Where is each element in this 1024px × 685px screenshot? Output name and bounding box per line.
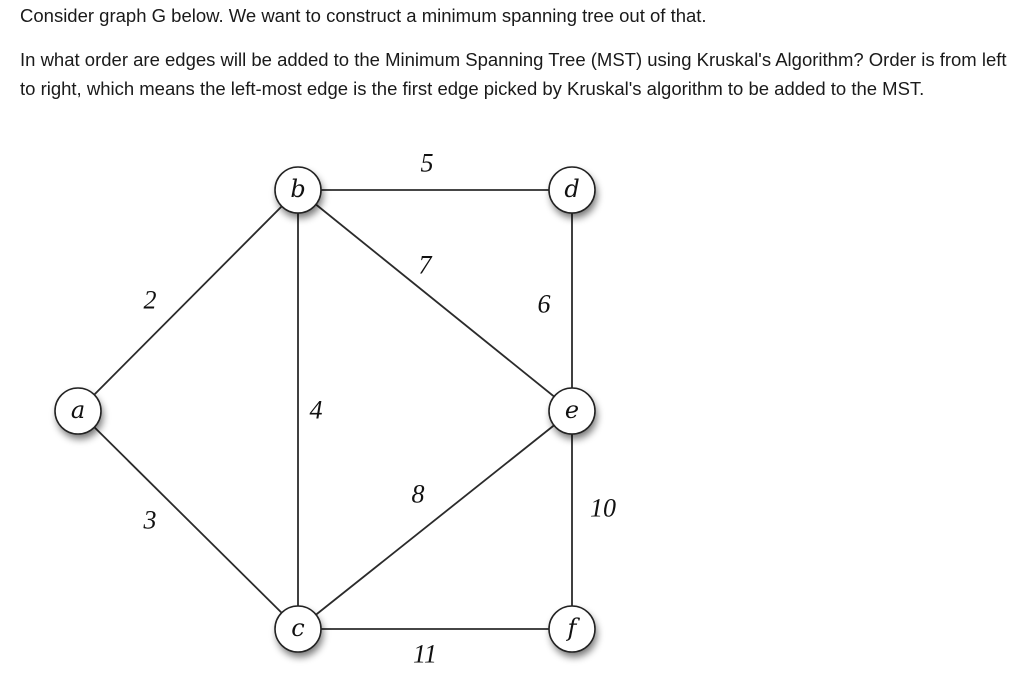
node-c [275, 606, 323, 657]
edge-b-e [298, 190, 572, 411]
edge-weight-b-e: 7 [418, 250, 432, 280]
node-label-a: a [70, 396, 86, 424]
question-main: In what order are edges will be added to the Minimum Spanning Tree (MST) using Kruskal's Algorithm? Order is from left to right, which means the left-most edge is the first edge picked by Kruskal's algorithm to be added to the MST. [20, 49, 1007, 99]
node-a [55, 388, 103, 439]
node-f [549, 606, 597, 657]
node-e [549, 388, 597, 439]
edge-weight-c-f: 11 [412, 639, 438, 669]
node-label-d: d [564, 175, 580, 203]
edge-weight-e-f: 10 [590, 493, 616, 523]
edge-weight-a-b: 2 [143, 285, 157, 315]
node-b [275, 167, 323, 218]
edge-c-e [298, 411, 572, 629]
node-label-f: f [567, 614, 577, 642]
node-label-c: c [291, 614, 305, 642]
edge-weight-c-e: 8 [411, 479, 425, 509]
edge-weight-d-e: 6 [537, 289, 551, 319]
question-intro: Consider graph G below. We want to construct a minimum spanning tree out of that. [20, 5, 707, 26]
node-d [549, 167, 597, 218]
edge-a-c [78, 411, 298, 629]
node-label-b: b [290, 175, 306, 203]
edge-weight-b-c: 4 [309, 395, 323, 425]
weights-layer [143, 149, 617, 669]
node-label-e: e [564, 396, 580, 424]
edge-weight-a-c: 3 [143, 505, 157, 535]
edges-layer [78, 190, 572, 629]
edge-weight-b-d: 5 [420, 148, 434, 178]
edge-a-b [78, 190, 298, 411]
nodes-layer [55, 167, 597, 657]
